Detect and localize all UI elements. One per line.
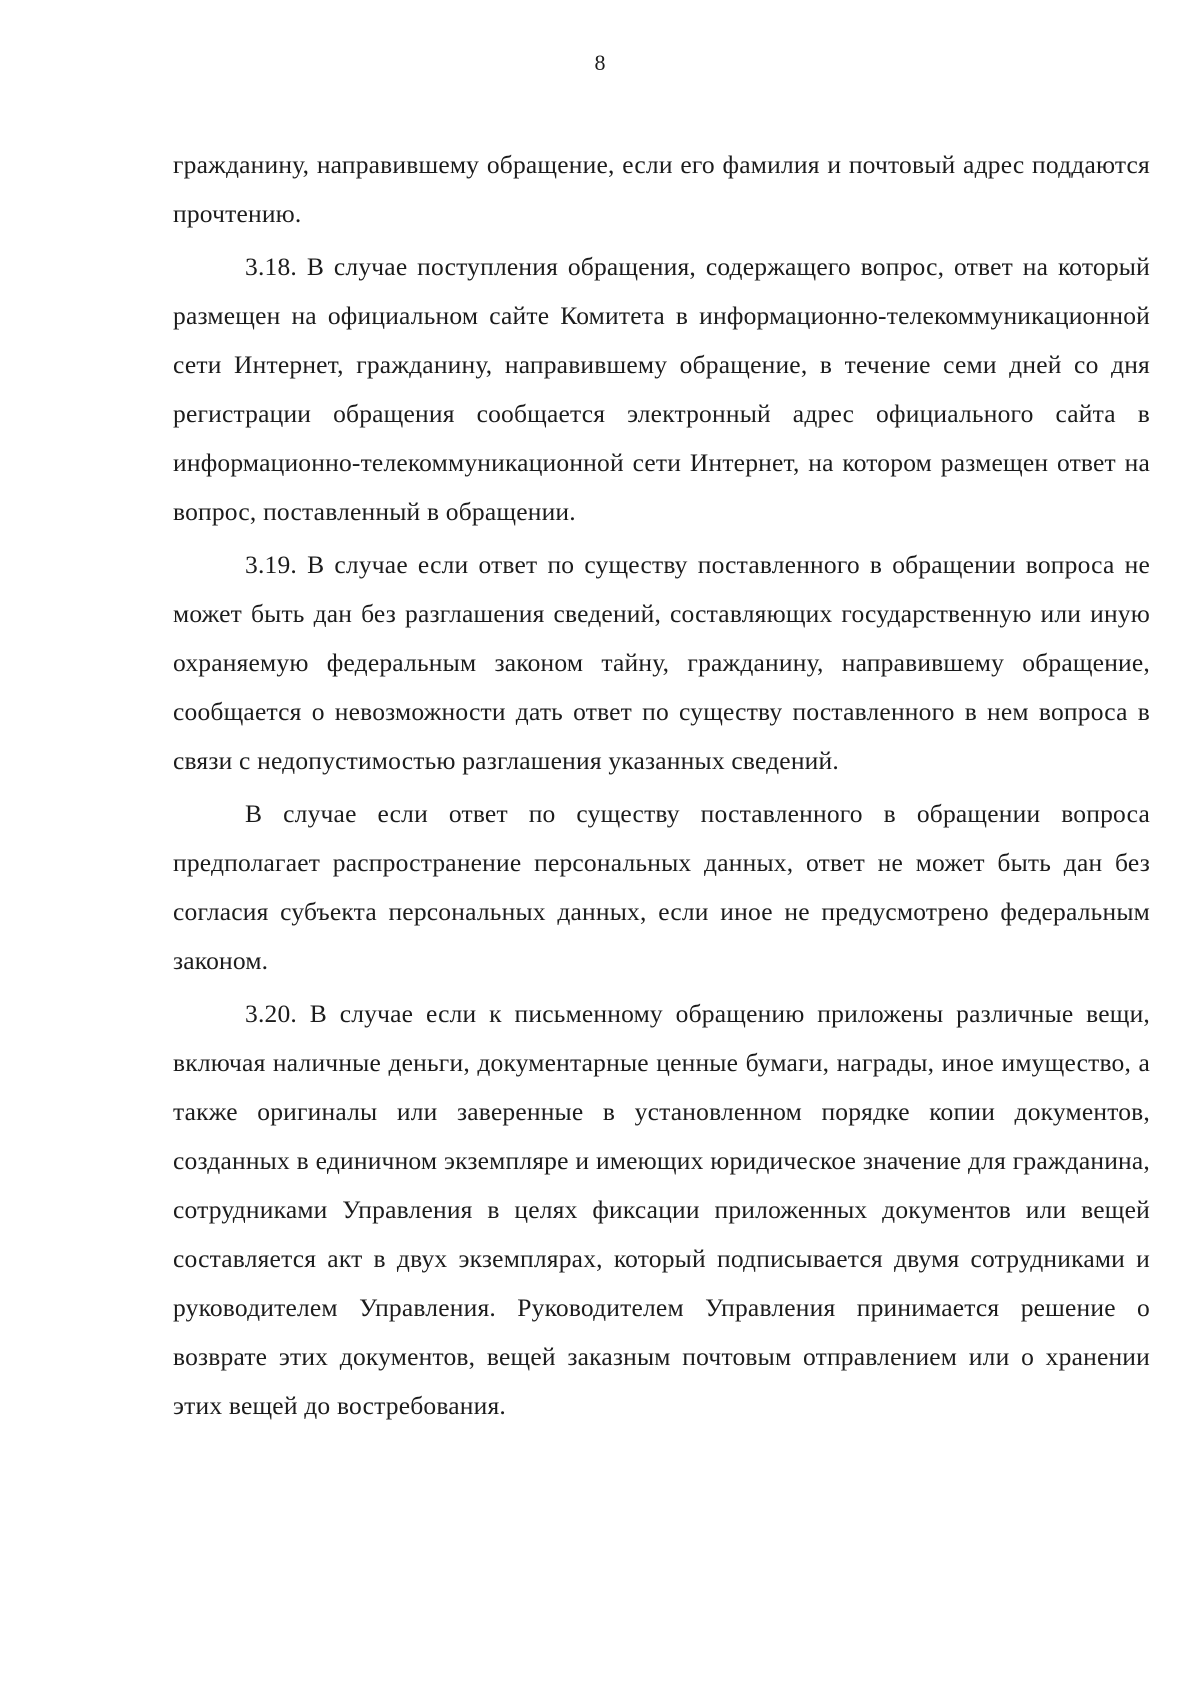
paragraph-3-19: 3.19. В случае если ответ по существу поставленного в обращении вопроса не может быть дан без разглашения сведений, составляющих государственную или иную охраняемую федеральным законом тайну, гражданину, направившему обращение, сообщается о невозможности дать ответ по существу поставленного в нем вопроса в связи с недопустимостью разглашения указанных сведений. [173, 550, 1150, 775]
paragraph-continuation: гражданину, направившему обращение, если его фамилия и почтовый адрес поддаются прочтению. [173, 150, 1150, 228]
paragraph-3-20: 3.20. В случае если к письменному обращению приложены различные вещи, включая наличные деньги, документарные ценные бумаги, награды, иное имущество, а также оригиналы или заверенные в установленном порядке копии документов, созданных в единичном экземпляре и имеющих юридическое значение для гражданина, сотрудниками Управления в целях фиксации приложенных документов или вещей составляется акт в двух экземплярах, который подписывается двумя сотрудниками и руководителем Управления. Руководителем Управления принимается решение о возврате этих документов, вещей заказным почтовым отправлением или о хранении этих вещей до востребования. [173, 999, 1150, 1420]
paragraph-3-18: 3.18. В случае поступления обращения, содержащего вопрос, ответ на который размещен на официальном сайте Комитета в информационно-телекоммуникационной сети Интернет, гражданину, направившему обращение, в течение семи дней со дня регистрации обращения сообщается электронный адрес официального сайта в информационно-телекоммуникационной сети Интернет, на котором размещен ответ на вопрос, поставленный в обращении. [173, 252, 1150, 526]
paragraph-personal-data: В случае если ответ по существу поставленного в обращении вопроса предполагает распространение персональных данных, ответ не может быть дан без согласия субъекта персональных данных, если иное не предусмотрено федеральным законом. [173, 799, 1150, 975]
page-number: 8 [594, 50, 606, 75]
document-body [173, 140, 1150, 1434]
